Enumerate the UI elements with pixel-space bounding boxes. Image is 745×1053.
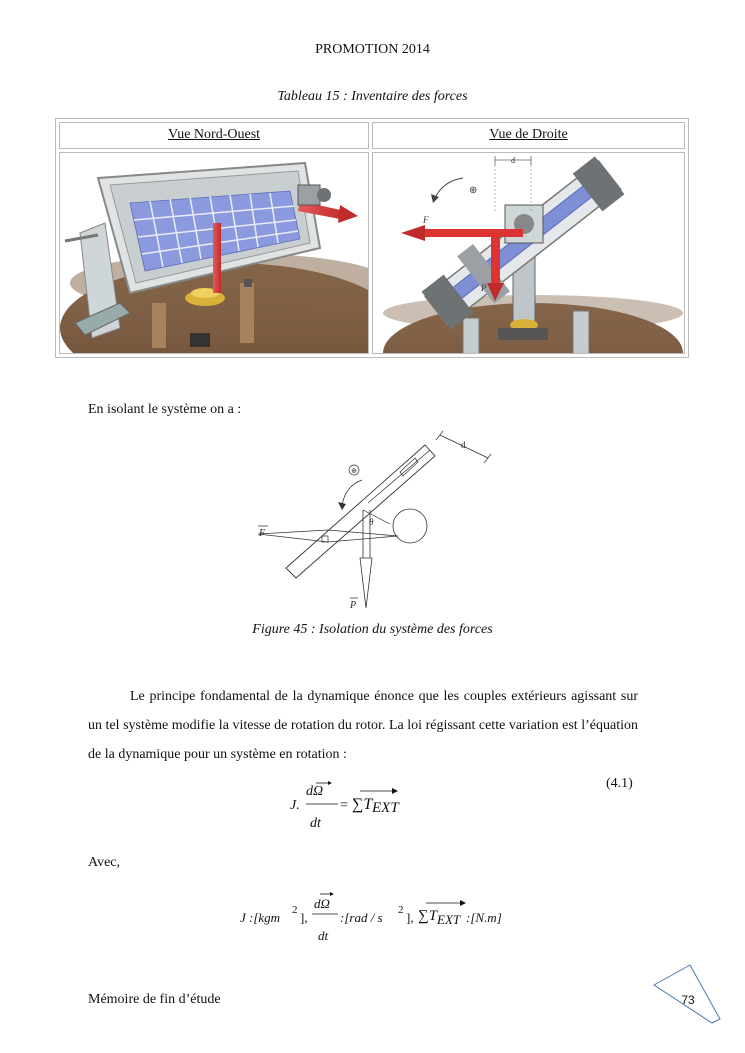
- table-caption: Tableau 15 : Inventaire des forces: [277, 89, 468, 104]
- unit-j-close: ],: [300, 910, 308, 925]
- unit-fraction-bar: [310, 890, 344, 930]
- unit-omega-numerator: dΩ: [314, 896, 330, 911]
- equation-equals: =: [340, 798, 348, 813]
- units-line: [240, 890, 540, 948]
- image-vue-de-droite: [372, 152, 685, 354]
- right-view-rotation-symbol: ⊕: [469, 185, 478, 196]
- unit-torque-sub: EXT: [437, 912, 461, 927]
- right-view-force-f-label: F: [423, 215, 429, 225]
- equation-4-1: [290, 776, 430, 836]
- right-view-distance-label: d: [511, 156, 515, 165]
- unit-j-exp: 2: [292, 904, 298, 916]
- footer-text: Mémoire de fin d’étude: [88, 992, 221, 1007]
- figure-caption: Figure 45 : Isolation du système des forces: [252, 622, 493, 637]
- unit-omega-exp: 2: [398, 904, 404, 916]
- force-isolation-diagram: [250, 428, 500, 614]
- column-header-nord-ouest: Vue Nord-Ouest: [59, 122, 369, 149]
- unit-omega-denominator: dt: [318, 928, 329, 943]
- image-vue-nord-ouest: [59, 152, 369, 354]
- diagram-force-p-label: P: [350, 600, 357, 611]
- unit-torque: :[N.m]: [466, 910, 502, 925]
- unit-j: J :[kgm: [240, 910, 281, 925]
- forces-table: [55, 118, 689, 358]
- diagram-distance-label: d: [461, 440, 466, 450]
- equation-sum: ∑T: [352, 796, 373, 813]
- right-view-force-p-label: P: [481, 283, 487, 293]
- equation-numerator: dΩ: [306, 784, 324, 799]
- column-header-droite: Vue de Droite: [372, 122, 685, 149]
- diagram-angle-label: θ: [369, 517, 374, 527]
- diagram-rotation-symbol: ⊕: [351, 467, 357, 475]
- avec-text: Avec,: [88, 855, 120, 870]
- intro-text: En isolant le système on a :: [88, 402, 242, 417]
- page-header: PROMOTION 2014: [315, 42, 430, 57]
- page-number: 73: [681, 993, 695, 1007]
- equation-j: J.: [290, 798, 300, 813]
- body-paragraph: Le principe fondamental de la dynamique énonce que les couples extérieurs agissant sur un tel système modifie la vitesse de rotation du rotor. La loi régissant cette variation est l’équation de la dynamique pour un système en rotation :: [88, 689, 638, 762]
- equation-denominator: dt: [310, 816, 321, 831]
- equation-number: (4.1): [606, 776, 633, 791]
- unit-omega: :[rad / s: [340, 910, 383, 925]
- diagram-force-f-label: F: [259, 528, 266, 539]
- unit-omega-close: ],: [406, 910, 414, 925]
- equation-subscript: EXT: [372, 800, 399, 816]
- unit-vector-arrow: [426, 898, 486, 910]
- equation-vector-arrow: [360, 786, 430, 798]
- unit-torque-sum: ∑T: [418, 908, 438, 924]
